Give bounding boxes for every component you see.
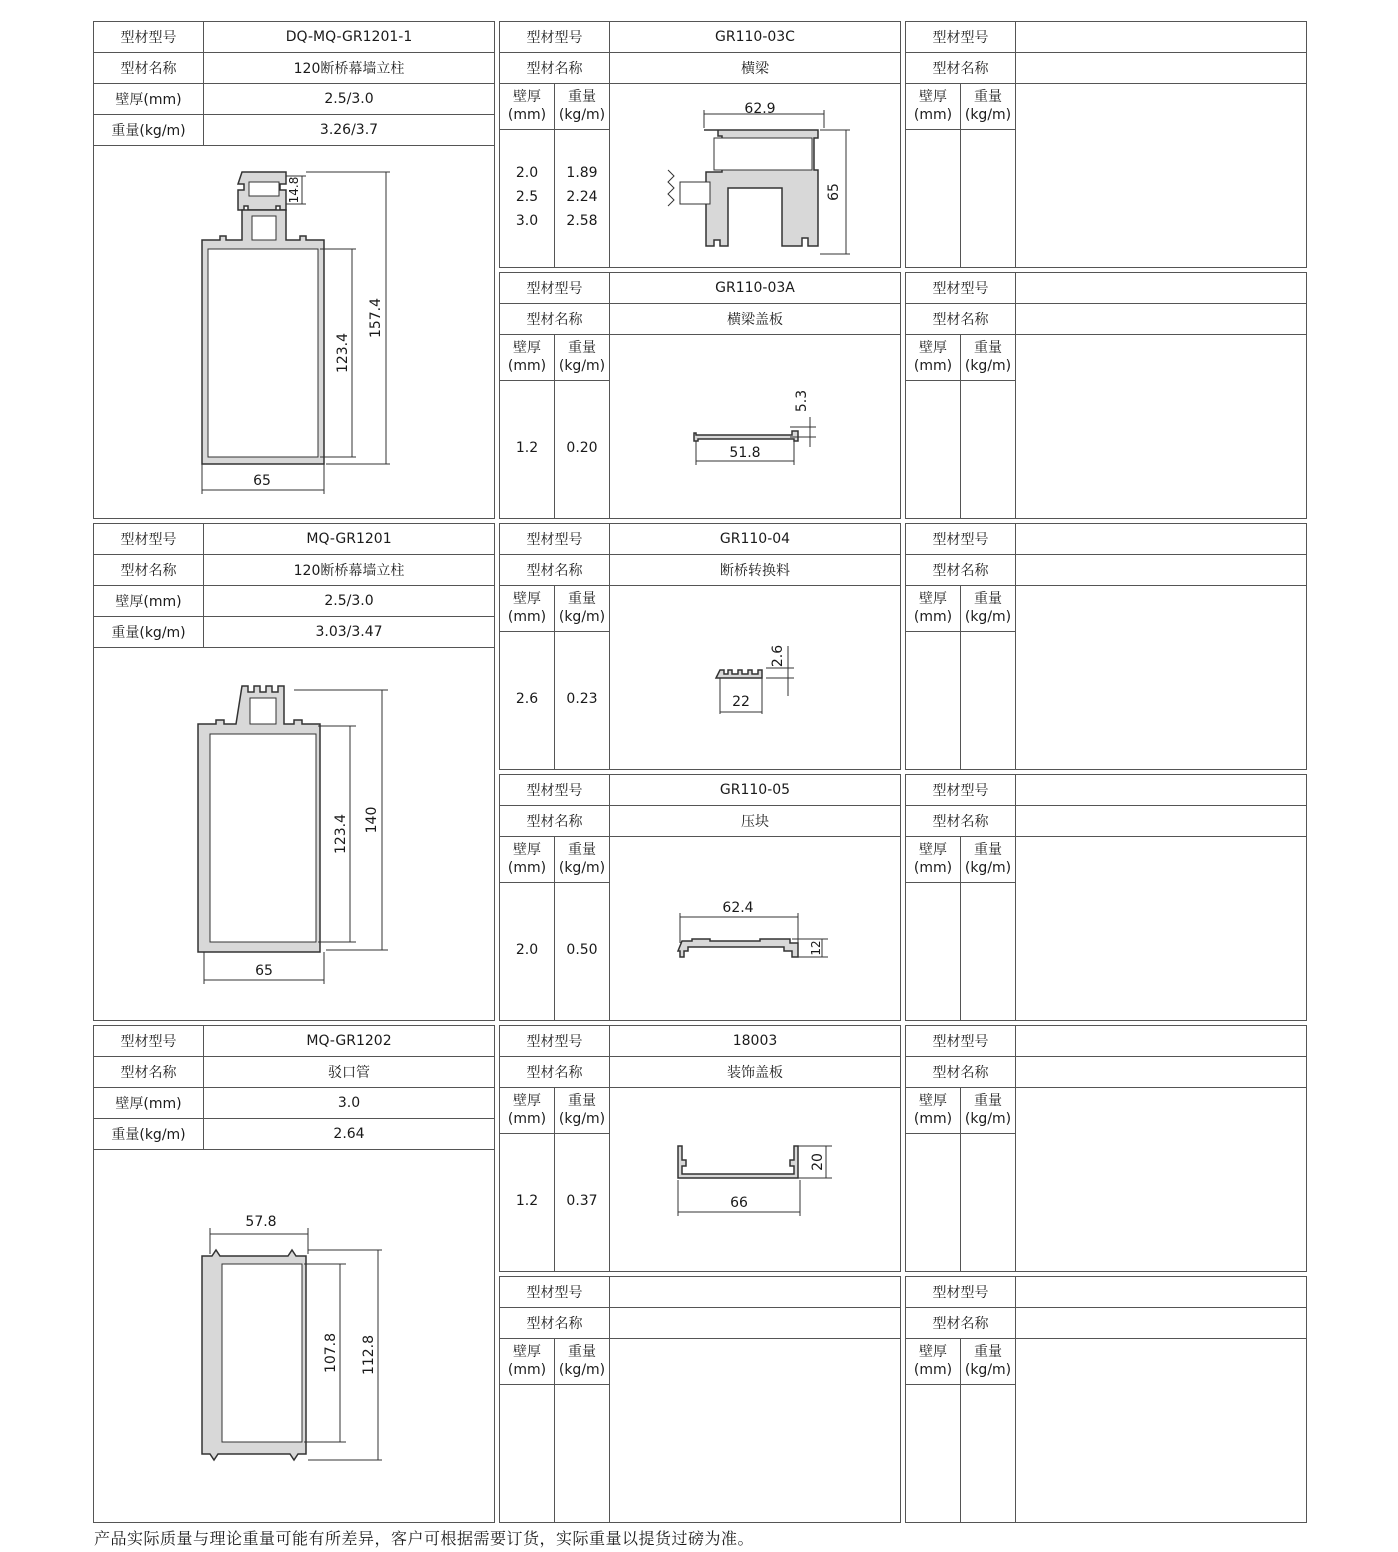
name-value: 装饰盖板 [727,1065,783,1081]
name-label: 型材名称 [94,555,204,585]
dim-label: 14.8 [287,176,301,204]
model-label: 型材型号 [500,22,610,52]
thickness-label: 壁厚 [513,340,541,356]
name-value: 120断桥幕墙立柱 [293,563,405,579]
thickness-unit: (mm) [913,358,953,374]
model-value [610,1277,900,1307]
weight-label: 重量 [568,842,596,858]
profile-card-right-6 [905,1276,1307,1523]
weight-value: 2.64 [333,1126,365,1142]
thickness-value: 2.5/3.0 [324,593,374,609]
weight-label: 重量 [974,1093,1002,1109]
profile-drawing [610,84,900,267]
model-label: 型材型号 [906,273,1016,303]
dim-label: 123.4 [333,813,349,855]
profile-card-right-1 [905,21,1307,268]
weight-label: 重量 [568,1093,596,1109]
profile-card-right-3 [905,523,1307,770]
profile-card-right-5 [905,1025,1307,1272]
name-label: 型材名称 [906,806,1016,836]
weight-label: 重量 [974,1344,1002,1360]
thickness-unit: (mm) [913,609,953,625]
name-label: 型材名称 [906,555,1016,585]
model-label: 型材型号 [906,775,1016,805]
thickness-label: 壁厚 [919,842,947,858]
dim-label: 65 [826,183,842,201]
dim-label: 2.6 [770,644,786,668]
profile-card-mid-4 [499,774,901,1021]
thickness-unit: (mm) [507,358,547,374]
dim-label: 157.4 [368,297,384,339]
weight-label: 重量 [974,842,1002,858]
profile-card-right-2 [905,272,1307,519]
dim-label: 66 [730,1195,748,1211]
weight-value: 1.89 [566,165,598,181]
thickness-label: 壁厚(mm) [94,586,204,616]
dim-label: 65 [253,473,271,489]
dim-label: 140 [364,806,380,834]
thickness-label: 壁厚(mm) [94,1088,204,1118]
profile-drawing [610,335,900,518]
dim-label: 12 [809,940,823,956]
name-label: 型材名称 [500,555,610,585]
model-value: GR110-04 [719,531,791,547]
weight-value: 2.58 [566,213,598,229]
name-label: 型材名称 [94,53,204,83]
weight-label: 重量 [974,591,1002,607]
profile-card-mid-3 [499,523,901,770]
thickness-label: 壁厚 [919,1093,947,1109]
thickness-label: 壁厚(mm) [94,84,204,114]
dim-label: 62.4 [722,900,754,916]
profile-card-right-4 [905,774,1307,1021]
profile-drawing [94,1150,494,1522]
model-label: 型材型号 [500,1026,610,1056]
weight-unit: (kg/m) [558,1111,606,1127]
profile-drawing [94,146,494,518]
thickness-label: 壁厚 [919,340,947,356]
weight-value: 0.23 [566,691,598,707]
profile-card-mid-1 [499,21,901,268]
weight-label: 重量(kg/m) [94,617,204,647]
name-label: 型材名称 [94,1057,204,1087]
dim-label: 62.9 [744,101,776,117]
model-value: GR110-03A [715,280,795,296]
name-value [610,1308,900,1338]
model-label: 型材型号 [94,524,204,554]
name-label: 型材名称 [500,1308,610,1338]
dim-label: 20 [810,1153,826,1171]
profile-card-left-2 [93,523,495,1021]
weight-label: 重量 [568,1344,596,1360]
footer-note: 产品实际质量与理论重量可能有所差异，客户可根据需要订货，实际重量以提货过磅为准。 [94,1529,755,1548]
weight-unit: (kg/m) [964,860,1012,876]
profile-card-mid-5 [499,1025,901,1272]
thickness-unit: (mm) [913,1362,953,1378]
model-value: DQ-MQ-GR1201-1 [285,29,413,45]
thickness-value: 2.0 [515,942,539,958]
profile-card-left-1 [93,21,495,519]
weight-unit: (kg/m) [558,107,606,123]
model-label: 型材型号 [906,524,1016,554]
thickness-label: 壁厚 [513,591,541,607]
name-label: 型材名称 [906,1057,1016,1087]
thickness-unit: (mm) [507,1111,547,1127]
thickness-unit: (mm) [913,107,953,123]
name-label: 型材名称 [500,304,610,334]
name-label: 型材名称 [500,806,610,836]
weight-label: 重量 [568,591,596,607]
model-label: 型材型号 [906,1026,1016,1056]
dim-label: 65 [255,963,273,979]
weight-label: 重量 [974,340,1002,356]
model-label: 型材型号 [500,1277,610,1307]
dim-label: 107.8 [323,1332,339,1374]
model-label: 型材型号 [94,1026,204,1056]
weight-label: 重量 [568,340,596,356]
profile-drawing [610,1088,900,1271]
name-label: 型材名称 [500,53,610,83]
model-label: 型材型号 [500,524,610,554]
thickness-label: 壁厚 [513,1093,541,1109]
thickness-value: 2.0 [515,165,539,181]
model-value: 18003 [732,1033,778,1049]
weight-value: 0.20 [566,440,598,456]
weight-unit: (kg/m) [964,107,1012,123]
model-value: GR110-03C [715,29,795,45]
thickness-value: 2.5/3.0 [324,91,374,107]
profile-card-mid-6 [499,1276,901,1523]
model-label: 型材型号 [500,775,610,805]
name-label: 型材名称 [906,304,1016,334]
name-label: 型材名称 [906,53,1016,83]
weight-value: 0.37 [566,1193,598,1209]
weight-label: 重量 [974,89,1002,105]
name-value: 横梁 [741,61,769,77]
thickness-unit: (mm) [507,860,547,876]
name-label: 型材名称 [906,1308,1016,1338]
profile-card-left-3 [93,1025,495,1523]
weight-label: 重量 [568,89,596,105]
profile-drawing [610,837,900,1020]
name-value: 压块 [741,814,769,830]
profile-drawing [94,648,494,1020]
thickness-unit: (mm) [507,107,547,123]
model-value: MQ-GR1202 [306,1033,392,1049]
thickness-label: 壁厚 [919,89,947,105]
weight-unit: (kg/m) [964,1362,1012,1378]
model-label: 型材型号 [906,22,1016,52]
weight-label: 重量(kg/m) [94,115,204,145]
profile-drawing [610,586,900,769]
thickness-value: 3.0 [337,1095,361,1111]
dim-label: 123.4 [335,332,351,374]
model-value: GR110-05 [719,782,791,798]
weight-unit: (kg/m) [558,1362,606,1378]
thickness-value: 2.6 [515,691,539,707]
weight-value: 2.24 [566,189,598,205]
thickness-unit: (mm) [913,1111,953,1127]
name-label: 型材名称 [500,1057,610,1087]
thickness-value: 2.5 [515,189,539,205]
thickness-label: 壁厚 [919,591,947,607]
thickness-unit: (mm) [507,609,547,625]
dim-label: 57.8 [245,1214,277,1230]
name-value: 断桥转换料 [720,563,790,579]
name-value: 120断桥幕墙立柱 [293,61,405,77]
profile-card-mid-2 [499,272,901,519]
thickness-value: 3.0 [515,213,539,229]
model-value: MQ-GR1201 [306,531,392,547]
weight-unit: (kg/m) [964,609,1012,625]
thickness-value: 1.2 [515,1193,539,1209]
name-value: 横梁盖板 [727,312,783,328]
name-value: 驳口管 [328,1065,370,1081]
thickness-unit: (mm) [913,860,953,876]
thickness-label: 壁厚 [513,842,541,858]
model-label: 型材型号 [906,1277,1016,1307]
thickness-value: 1.2 [515,440,539,456]
weight-unit: (kg/m) [964,1111,1012,1127]
weight-unit: (kg/m) [558,860,606,876]
dim-label: 51.8 [729,445,761,461]
thickness-label: 壁厚 [513,1344,541,1360]
weight-unit: (kg/m) [558,609,606,625]
model-label: 型材型号 [94,22,204,52]
weight-label: 重量(kg/m) [94,1119,204,1149]
weight-value: 3.03/3.47 [315,624,383,640]
dim-label: 5.3 [794,389,810,413]
dim-label: 22 [732,694,750,710]
weight-unit: (kg/m) [964,358,1012,374]
weight-value: 0.50 [566,942,598,958]
thickness-unit: (mm) [507,1362,547,1378]
model-label: 型材型号 [500,273,610,303]
thickness-label: 壁厚 [919,1344,947,1360]
weight-unit: (kg/m) [558,358,606,374]
weight-value: 3.26/3.7 [319,122,379,138]
thickness-label: 壁厚 [513,89,541,105]
dim-label: 112.8 [361,1334,377,1376]
